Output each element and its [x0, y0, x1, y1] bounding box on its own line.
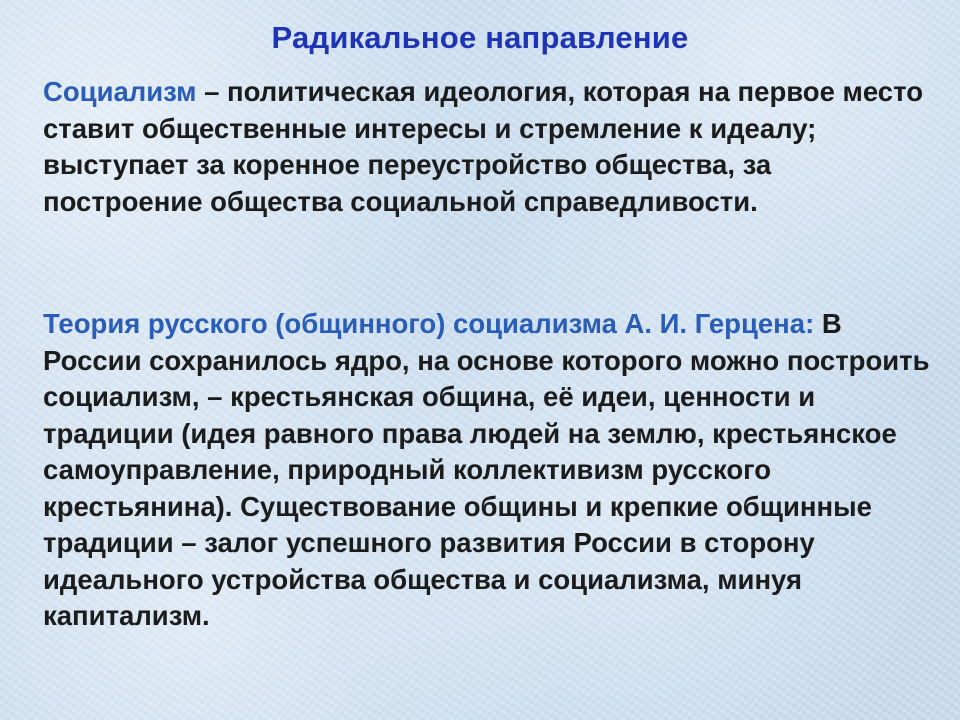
term-herzen-theory: Теория русского (общинного) социализма А. И. Герцена: — [43, 308, 815, 339]
slide-title: Радикальное направление — [271, 20, 689, 55]
herzen-theory-text: В России сохранилось ядро, на основе которого можно построить социализм, – крестьянская община, её идеи, ценности и традиции (идея равного права людей на землю, крестьянское самоуправление, природный коллективизм русского крестьянина). Существование общины и крепкие общинные традиции – залог успешного развития России в сторону идеального устройства общества и социализма, минуя капитализм. — [43, 308, 930, 631]
paragraph-herzen-theory — [43, 306, 933, 635]
paragraph-socialism-definition — [43, 74, 933, 220]
socialism-definition-text: – политическая идеология, которая на первое место ставит общественные интересы и стремление к идеалу; выступает за коренное переустройство общества, за построение общества социальной справедливости. — [43, 76, 924, 217]
term-socialism: Социализм — [43, 76, 197, 107]
